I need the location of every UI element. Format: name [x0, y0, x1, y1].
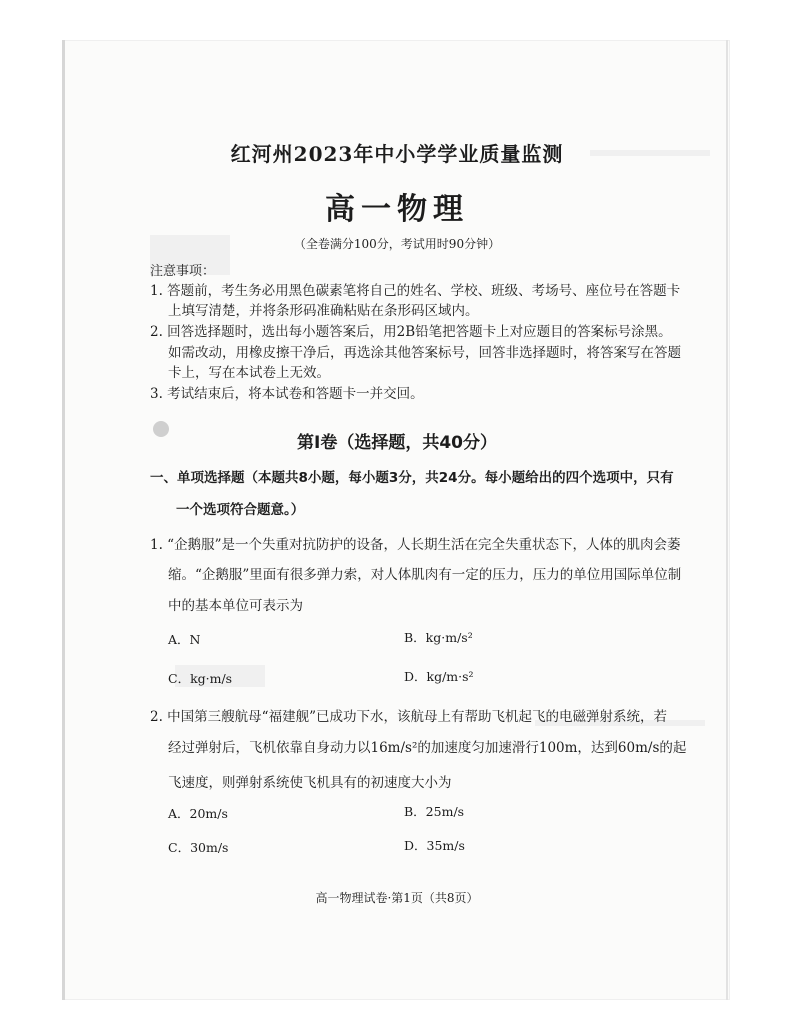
notice-heading: 注意事项：: [150, 264, 216, 279]
q2-option-d: D．35m/s: [404, 838, 465, 853]
q1-option-c: C．kg·m/s: [168, 671, 233, 686]
question-2-text: 经过弹射后，飞机依靠自身动力以16m/s²的加速度匀加速滑行100m，达到60m/s的起: [168, 740, 687, 756]
question-1-text: 缩。“企鹅服”里面有很多弹力索，对人体肌肉有一定的压力，压力的单位用国际单位制: [168, 567, 682, 583]
q1-option-b: B．kg·m/s²: [404, 630, 473, 645]
question-1-text: 1. “企鹅服”是一个失重对抗防护的设备，人长期生活在完全失重状态下，人体的肌肉会萎: [150, 537, 681, 553]
question-1-text: 中的基本单位可表示为: [168, 598, 303, 614]
question-2-text: 飞速度，则弹射系统使飞机具有的初速度大小为: [168, 775, 452, 791]
q1-option-d: D．kg/m·s²: [404, 669, 474, 684]
notice-line: 3. 考试结束后，将本试卷和答题卡一并交回。: [150, 386, 424, 402]
notice-line: 卡上，写在本试卷上无效。: [168, 365, 330, 381]
exam-title: 红河州2023年中小学学业质量监测: [230, 142, 564, 166]
section-instruction: 一个选项符合题意。）: [176, 502, 305, 518]
page-footer: 高一物理试卷·第1页（共8页）: [315, 891, 479, 905]
question-2-text: 2. 中国第三艘航母“福建舰”已成功下水，该航母上有帮助飞机起飞的电磁弹射系统，若: [150, 709, 667, 725]
q2-option-a: A．20m/s: [168, 806, 228, 821]
notice-line: 2. 回答选择题时，选出每小题答案后，用2B铅笔把答题卡上对应题目的答案标号涂黑。: [150, 324, 672, 340]
notice-line: 1. 答题前，考生务必用黑色碳素笔将自己的姓名、学校、班级、考场号、座位号在答题卡: [150, 283, 681, 299]
notice-line: 如需改动，用橡皮擦干净后，再选涂其他答案标号，回答非选择题时，将答案写在答题: [168, 345, 681, 361]
q2-option-b: B．25m/s: [404, 804, 465, 819]
q1-option-a: A．N: [168, 632, 201, 647]
section-instruction: 一、单项选择题（本题共8小题，每小题3分，共24分。每小题给出的四个选项中，只有: [150, 470, 674, 486]
subject-title: 高一物理: [325, 192, 469, 227]
notice-line: 上填写清楚，并将条形码准确粘贴在条形码区域内。: [168, 303, 479, 319]
section-title: 第Ⅰ卷（选择题，共40分）: [297, 433, 497, 453]
q2-option-c: C．30m/s: [168, 840, 229, 855]
exam-info: （全卷满分100分，考试用时90分钟）: [293, 237, 501, 251]
